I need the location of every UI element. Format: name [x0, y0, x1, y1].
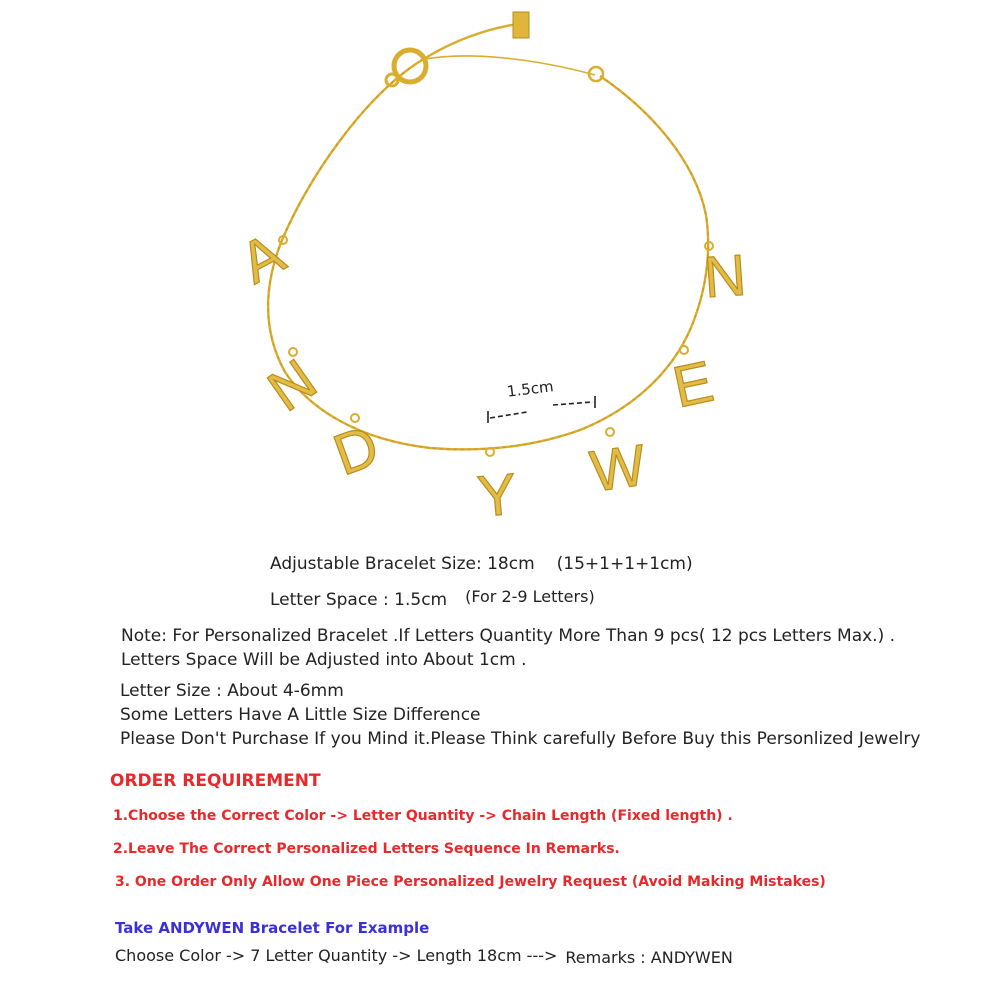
- charm-letter-e: E: [667, 348, 719, 421]
- example-title: Take ANDYWEN Bracelet For Example: [115, 919, 430, 937]
- note-line-1: Note: For Personalized Bracelet .If Letters Quantity More Than 9 pcs( 12 pcs Letters Max.) .: [121, 626, 896, 646]
- space-label: Letter Space : 1.5cm: [270, 590, 448, 610]
- order-requirement-1: 1.Choose the Correct Color -> Letter Quantity -> Chain Length (Fixed length) .: [113, 808, 733, 824]
- order-requirement-title: ORDER REQUIREMENT: [110, 771, 321, 791]
- letter-size-line-3: Please Don't Purchase If you Mind it.Please Think carefully Before Buy this Personlized Jewelry: [120, 729, 921, 749]
- letter-space-text: [270, 587, 595, 610]
- charm-letter-d: D: [325, 412, 387, 489]
- charm-letter-w: W: [586, 432, 650, 505]
- example-line: [115, 946, 733, 965]
- charm-letter-n-right: N: [701, 242, 749, 311]
- order-requirement-3: 3. One Order Only Allow One Piece Personalized Jewelry Request (Avoid Making Mistakes): [115, 874, 826, 890]
- size-breakdown: (15+1+1+1cm): [556, 554, 693, 574]
- space-range: (For 2-9 Letters): [465, 587, 595, 606]
- bracelet-size-text: [270, 554, 693, 574]
- size-label: Adjustable Bracelet Size: 18cm: [270, 554, 535, 574]
- example-remarks: Remarks : ANDYWEN: [565, 948, 733, 967]
- letter-size-line-2: Some Letters Have A Little Size Difference: [120, 705, 481, 725]
- measure-label: 1.5cm: [505, 377, 555, 401]
- example-steps: Choose Color -> 7 Letter Quantity -> Length 18cm --->: [115, 946, 558, 965]
- order-requirement-2: 2.Leave The Correct Personalized Letters Sequence In Remarks.: [113, 841, 620, 857]
- bracelet-chain: [268, 68, 708, 449]
- letter-size-line-1: Letter Size : About 4-6mm: [120, 681, 344, 701]
- chain-tag: [513, 12, 529, 38]
- measure-marker: [488, 396, 595, 423]
- note-line-2: Letters Space Will be Adjusted into About 1cm .: [121, 650, 527, 670]
- charm-letter-y: Y: [474, 461, 520, 530]
- charm-letter-n-left: N: [256, 346, 329, 425]
- charm-letter-a: A: [229, 220, 295, 297]
